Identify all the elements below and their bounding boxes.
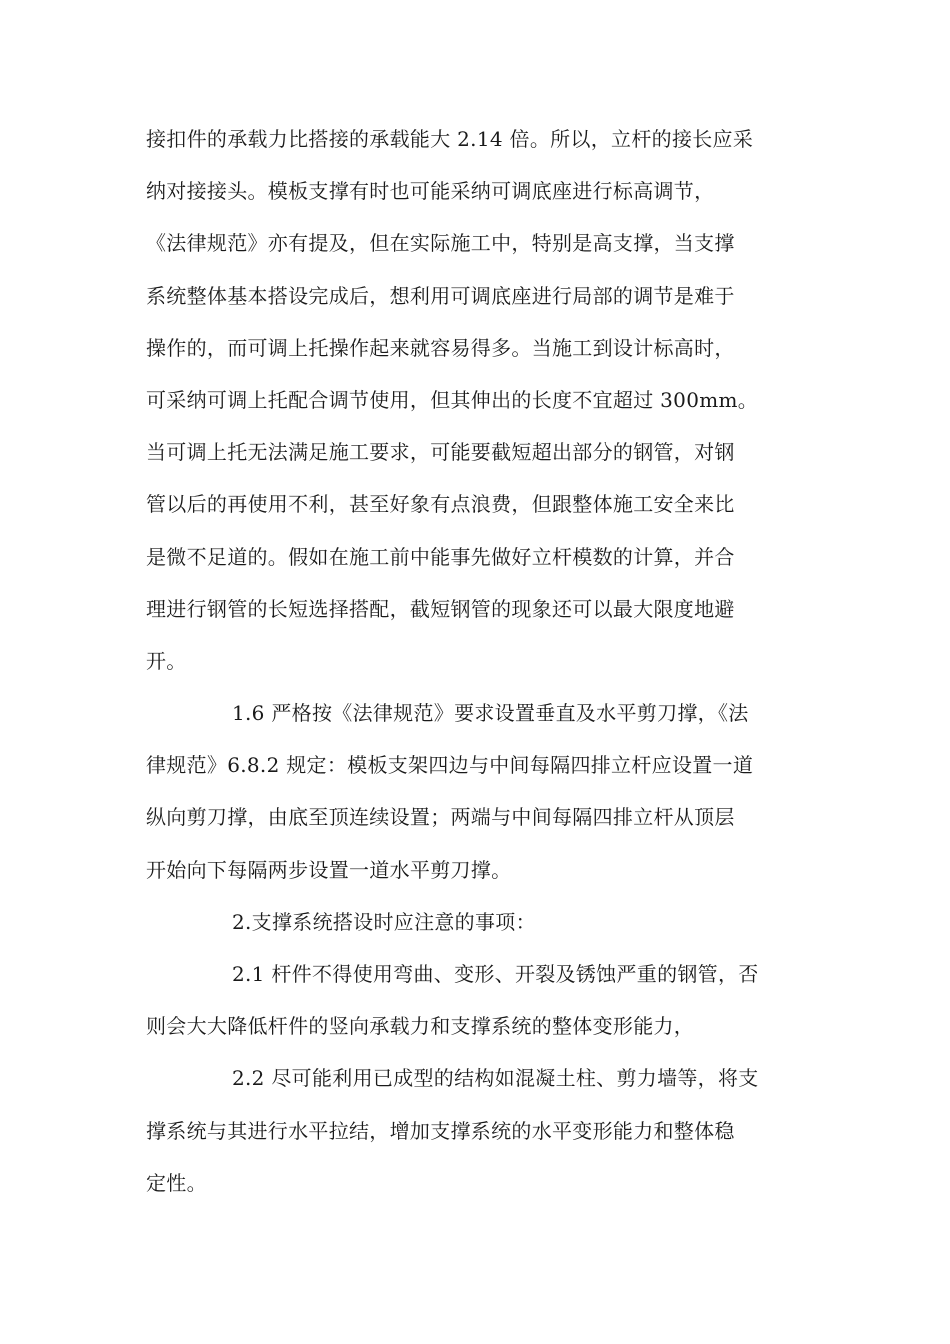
text-line-16: 2.支撑系统搭设时应注意的事项： [232,909,536,934]
document-body [146,113,806,1209]
text-line-20: 撑系统与其进行水平拉结，增加支撑系统的水平变形能力和整体稳 [146,1118,735,1143]
text-line-13: 律规范》6.8.2 规定：模板支架四边与中间每隔四排立杆应设置一道 [146,753,754,778]
text-line-12: 1.6 严格按《法律规范》要求设置垂直及水平剪刀撑，《法 [232,701,749,726]
text-line-15: 开始向下每隔两步设置一道水平剪刀撑。 [146,857,512,882]
text-line-18: 则会大大降低杆件的竖向承载力和支撑系统的整体变形能力， [146,1014,695,1039]
text-line-14: 纵向剪刀撑，由底至顶连续设置；两端与中间每隔四排立杆从顶层 [146,805,735,830]
text-line-2: 纳对接接头。模板支撑有时也可能采纳可调底座进行标高调节， [146,179,715,204]
text-line-7: 当可调上托无法满足施工要求，可能要截短超出部分的钢管，对钢 [146,440,735,465]
text-line-9: 是微不足道的。假如在施工前中能事先做好立杆模数的计算，并合 [146,544,735,569]
text-line-6: 可采纳可调上托配合调节使用，但其伸出的长度不宜超过 300mm。 [146,387,759,412]
text-line-19: 2.2 尽可能利用已成型的结构如混凝土柱、剪力墙等，将支 [232,1066,759,1091]
text-line-5: 操作的，而可调上托操作起来就容易得多。当施工到设计标高时， [146,335,735,360]
text-line-1: 接扣件的承载力比搭接的承载能大 2.14 倍。所以，立杆的接长应采 [146,127,754,151]
text-line-3: 《法律规范》亦有提及，但在实际施工中，特别是高支撑，当支撑 [146,231,735,256]
text-line-21: 定性。 [146,1170,207,1195]
text-line-8: 管以后的再使用不利，甚至好象有点浪费，但跟整体施工安全来比 [146,492,735,517]
text-line-17: 2.1 杆件不得使用弯曲、变形、开裂及锈蚀严重的钢管，否 [232,962,759,986]
text-line-11: 开。 [146,648,187,673]
text-line-4: 系统整体基本搭设完成后，想利用可调底座进行局部的调节是难于 [146,283,735,308]
text-line-10: 理进行钢管的长短选择搭配，截短钢管的现象还可以最大限度地避 [146,596,735,621]
